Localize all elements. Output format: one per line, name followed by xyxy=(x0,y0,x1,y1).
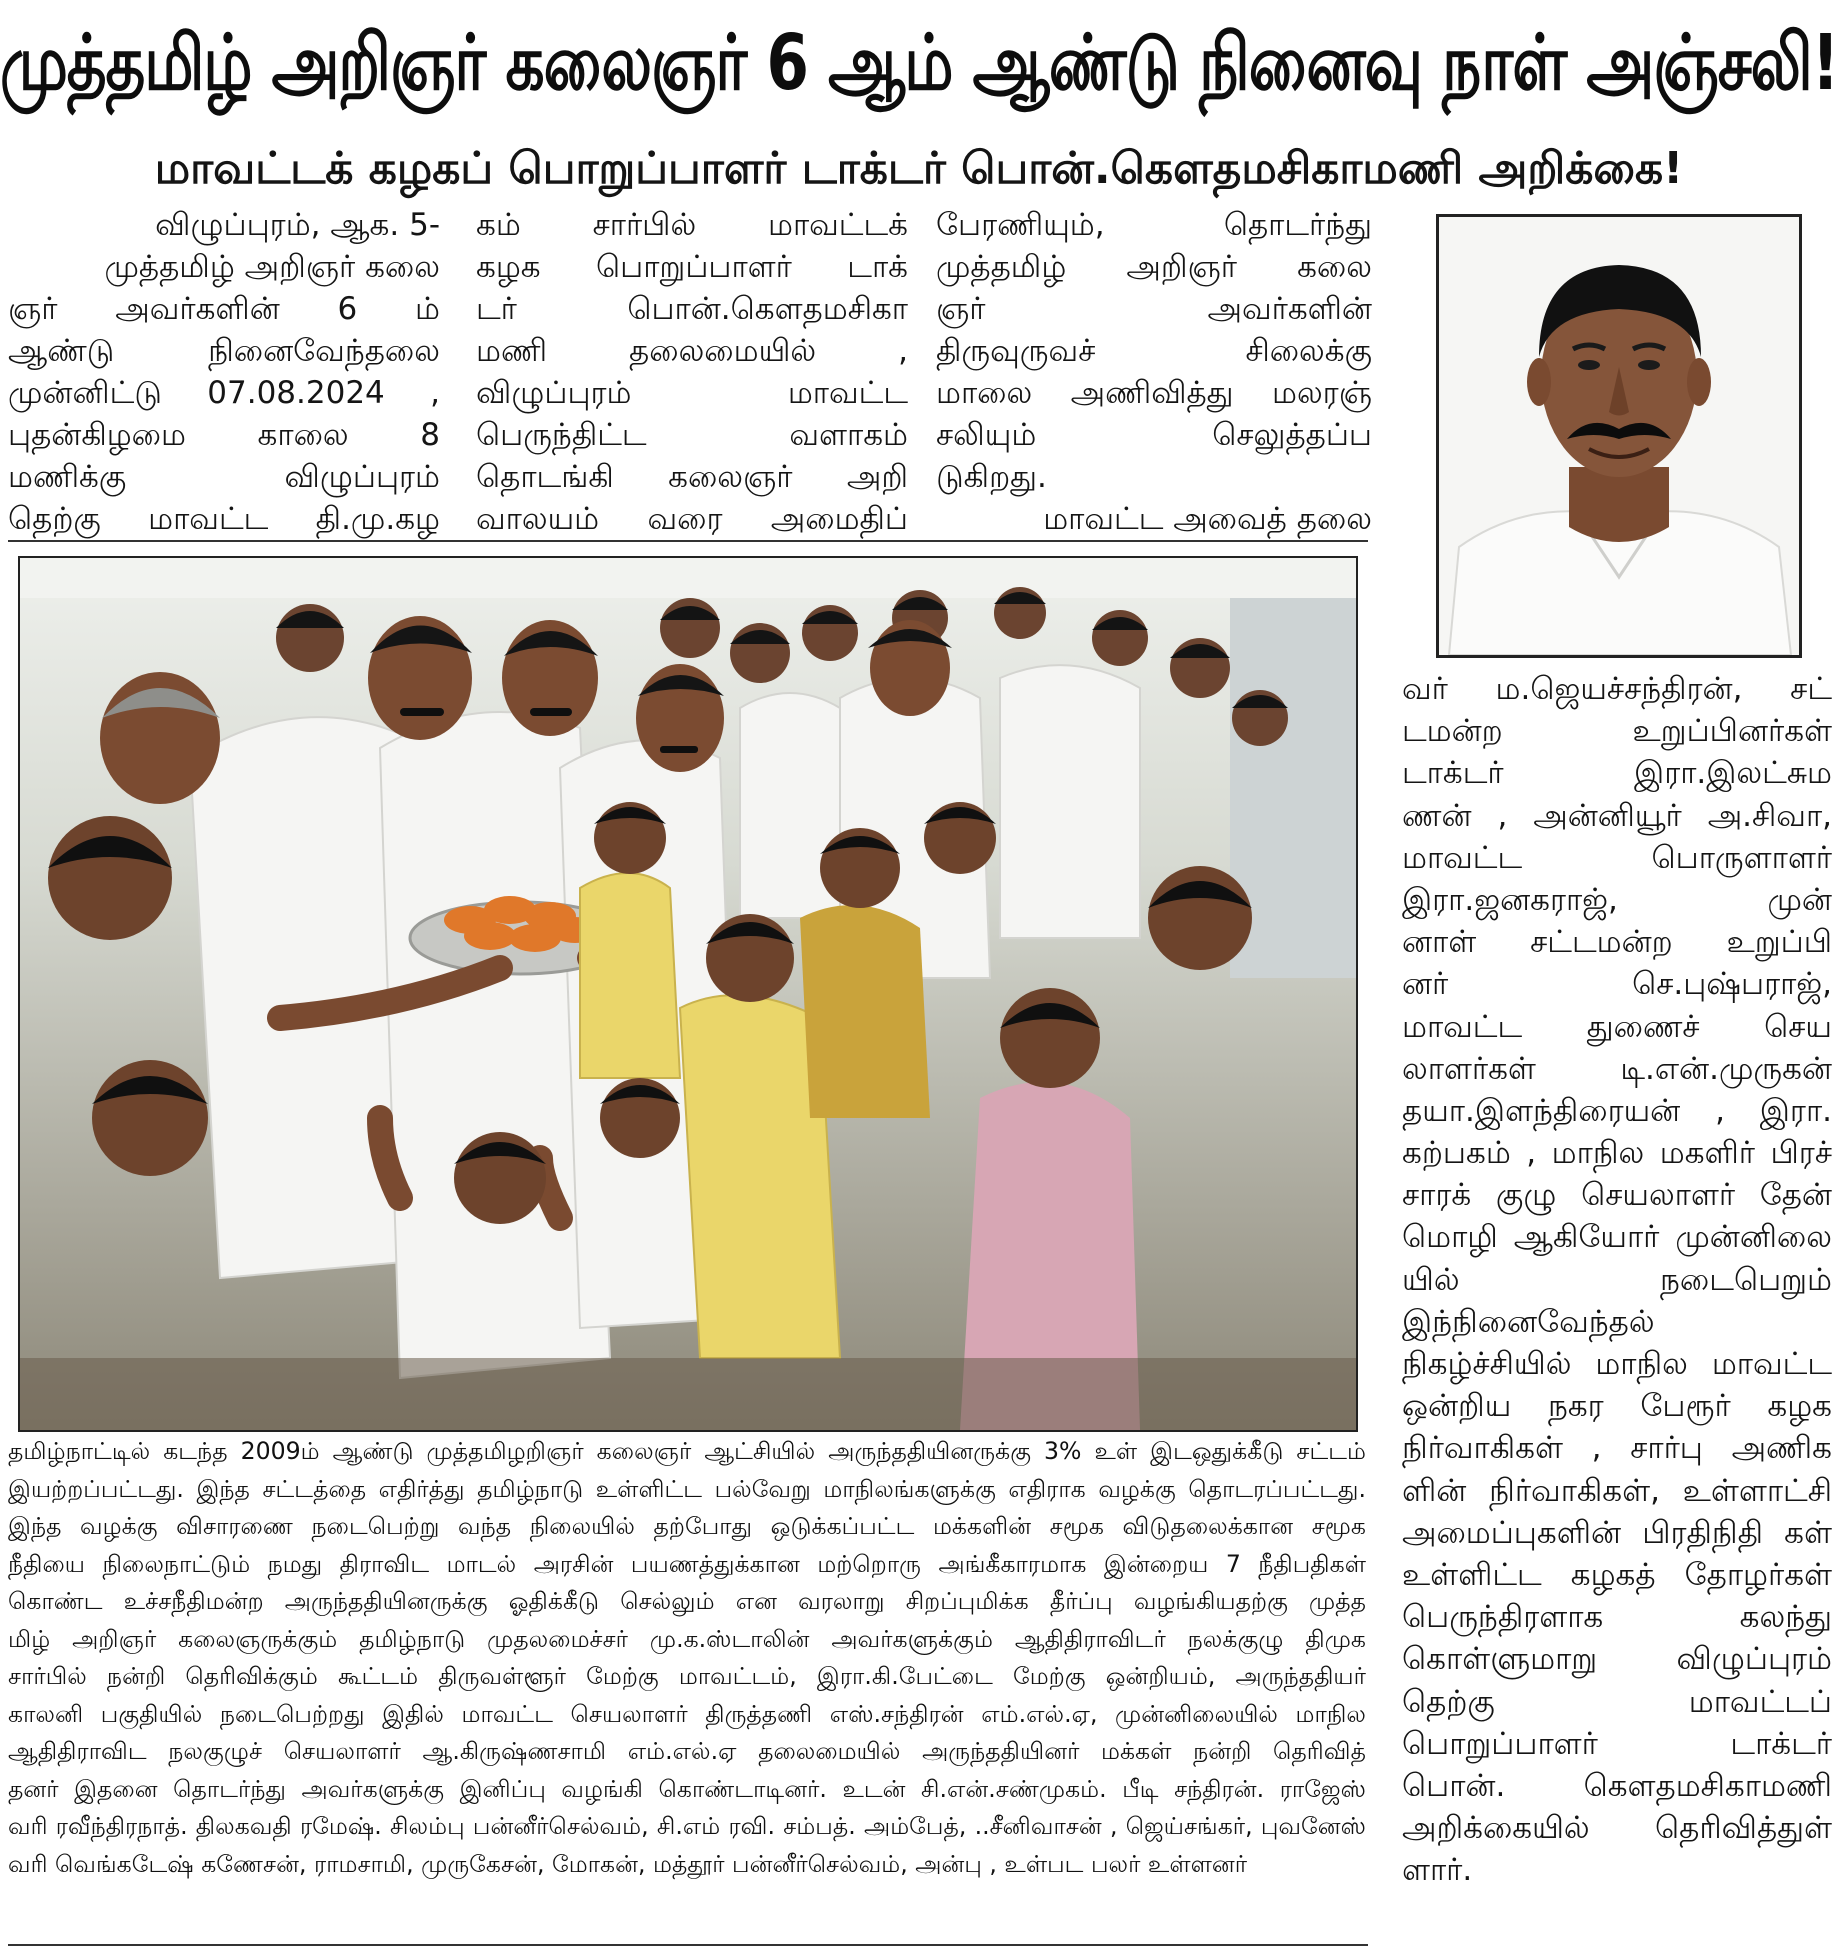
article-line: னாள் சட்டமன்ற உறுப்பி xyxy=(1402,924,1832,961)
article-line: பொன். கௌதமசிகாமணி xyxy=(1402,1767,1832,1804)
article-line: பெருந்திரளாக கலந்து xyxy=(1402,1599,1832,1636)
caption-line: மிழ் அறிஞர் கலைஞருக்கும் தமிழ்நாடு முதலமைச்சர் மு.க.ஸ்டாலின் அவர்களுக்கும் ஆதிதிராவிடர் நலக்குழு திமுக xyxy=(8,1624,1366,1653)
article-line: கற்பகம் , மாநில மகளிர் பிரச் xyxy=(1402,1135,1832,1172)
article-line: பொறுப்பாளர் டாக்டர் xyxy=(1402,1725,1832,1762)
portrait-photo xyxy=(1436,214,1802,658)
event-photo xyxy=(18,556,1358,1432)
article-line: யில் நடைபெறும் xyxy=(1402,1261,1832,1298)
article-line: வர் ம.ஜெயச்சந்திரன், சட் xyxy=(1402,671,1832,707)
article-line: முத்தமிழ் அறிஞர் கலை xyxy=(936,249,1372,285)
article-column-2 xyxy=(476,204,908,540)
article-line: டர் பொன்.கௌதமசிகா xyxy=(476,291,908,327)
article-line: டுகிறது. xyxy=(936,459,1047,495)
article-line: நிகழ்ச்சியில் மாநில மாவட்ட xyxy=(1402,1346,1832,1382)
article-column-1 xyxy=(8,204,440,540)
caption-line: வரி ரவீந்திரநாத். திலகவதி ரமேஷ். சிலம்பு பன்னீர்செல்வம், சி.எம் ரவி. சம்பத். அம்பேத், ..சீனிவாசன் , ஜெய்சங்கர், புவனேஸ் xyxy=(8,1812,1366,1840)
caption-line: காலனி பகுதியில் நடைபெற்றது இதில் மாவட்ட செயலாளர் திருத்தணி எஸ்.சந்திரன் எம்.எல்.ஏ, முன்னிலையில் மாநில xyxy=(8,1699,1366,1728)
article-line: பெருந்திட்ட வளாகம் xyxy=(476,417,908,453)
article-line: ணன் , அன்னியூர் அ.சிவா, xyxy=(1402,797,1832,834)
article-line: புதன்கிழமை காலை 8 xyxy=(8,417,440,453)
article-line: ஆண்டு நினைவேந்தலை xyxy=(8,333,440,369)
article-column-3 xyxy=(936,204,1372,540)
article-line: விழுப்புரம் மாவட்ட xyxy=(476,375,908,411)
photo-caption xyxy=(8,1433,1366,1883)
caption-line: இந்த வழக்கு விசாரணை நடைபெற்று வந்த நிலையில் தற்போது ஒடுக்கப்பட்ட மக்களின் சமூக விடுதலைக்கான சமூக xyxy=(8,1512,1366,1540)
article-line: ளின் நிர்வாகிகள், உள்ளாட்சி xyxy=(1402,1472,1832,1509)
caption-line: சார்பில் நன்றி தெரிவிக்கும் கூட்டம் திருவள்ளூர் மேற்கு மாவட்டம், இரா.கி.பேட்டை மேற்கு ஒன்றியம், அருந்ததியர் xyxy=(8,1662,1366,1690)
divider-line xyxy=(8,540,1368,542)
subheadline: மாவட்டக் கழகப் பொறுப்பாளர் டாக்டர் பொன்.கௌதமசிகாமணி அறிக்கை! xyxy=(154,143,1684,194)
article-line: தெற்கு மாவட்டப் xyxy=(1402,1683,1832,1720)
caption-line: தனர் இதனை தொடர்ந்து அவர்களுக்கு இனிப்பு வழங்கி கொண்டாடினர். உடன் சி.என்.சண்முகம். பீடி சந்திரன். ராஜேஸ் xyxy=(8,1774,1366,1803)
article-line: டாக்டர் இரா.இலட்சும xyxy=(1402,755,1832,792)
article-line: டமன்ற உறுப்பினர்கள் xyxy=(1402,713,1832,750)
article-line: தெற்கு மாவட்ட தி.மு.கழ xyxy=(8,501,440,537)
article-line: தொடங்கி கலைஞர் அறி xyxy=(476,459,908,495)
portrait-illustration xyxy=(1439,217,1799,655)
article-column-4 xyxy=(1402,668,1832,1891)
article-line: தயா.இளந்திரையன் , இரா. xyxy=(1402,1092,1832,1129)
article-line: மாவட்ட அவைத் தலை xyxy=(1043,501,1372,537)
caption-line: நீதியை நிலைநாட்டும் நமது திராவிட மாடல் அரசின் பயணத்துக்கான மற்றொரு அங்கீகாரமாக இன்றைய 7 நீதிபதிகள் xyxy=(8,1549,1366,1578)
caption-line: வரி வெங்கடேஷ் கணேசன், ராமசாமி, முருகேசன், மோகன், மத்தூர் பன்னீர்செல்வம், அன்பு , உள்பட பலர் உள்ளனர் xyxy=(8,1849,1248,1878)
article-line: பேரணியும், தொடர்ந்து xyxy=(936,207,1372,243)
article-line: சாரக் குழு செயலாளர் தேன் xyxy=(1402,1177,1832,1214)
article-line: கொள்ளுமாறு விழுப்புரம் xyxy=(1402,1641,1832,1678)
article-line: ஒன்றிய நகர பேரூர் கழக xyxy=(1402,1388,1832,1425)
article-line: ஞர் அவர்களின் xyxy=(936,291,1372,327)
article-line: முன்னிட்டு 07.08.2024 , xyxy=(8,375,440,411)
divider-line xyxy=(8,1944,1368,1946)
article-line: இரா.ஜனகராஜ், முன் xyxy=(1402,881,1832,918)
article-line: வாலயம் வரை அமைதிப் xyxy=(476,501,908,537)
caption-line: கொண்ட உச்சநீதிமன்ற அருந்ததியினருக்கு ஓதிக்கீடு செல்லும் என வரலாறு சிறப்புமிக்க தீர்ப்பு வழங்கியதற்கு முத்த xyxy=(8,1587,1366,1615)
event-photo-illustration xyxy=(20,558,1356,1430)
article-line: உள்ளிட்ட கழகத் தோழர்கள் xyxy=(1402,1556,1832,1593)
article-line: னர் செ.புஷ்பராஜ், xyxy=(1402,966,1832,1003)
article-line: விழுப்புரம், ஆக. 5- xyxy=(155,207,440,243)
article-line: மாவட்ட துணைச் செய xyxy=(1402,1008,1832,1045)
article-line: சலியும் செலுத்தப்ப xyxy=(936,417,1372,453)
article-line: ளார். xyxy=(1402,1852,1473,1889)
caption-line: ஆதிதிராவிட நலகுழுச் செயலாளர் ஆ.கிருஷ்ணசாமி எம்.எல்.ஏ தலைமையில் அருந்ததியினர் மக்கள் நன்றி தெரிவித் xyxy=(8,1737,1366,1765)
article-line: ஞர் அவர்களின் 6 ம் xyxy=(8,291,440,327)
article-line: இந்நினைவேந்தல் xyxy=(1402,1303,1655,1340)
article-line: மொழி ஆகியோர் முன்னிலை xyxy=(1402,1219,1832,1256)
article-line: திருவுருவச் சிலைக்கு xyxy=(936,333,1372,369)
caption-line: இயற்றப்பட்டது. இந்த சட்டத்தை எதிர்த்து தமிழ்நாடு உள்ளிட்ட பல்வேறு மாநிலங்களுக்கு எதிராக வழக்கு தொடரப்பட்டது. xyxy=(8,1474,1366,1503)
article-line: மணி தலைமையில் , xyxy=(476,333,908,369)
caption-line: தமிழ்நாட்டில் கடந்த 2009ம் ஆண்டு முத்தமிழறிஞர் கலைஞர் ஆட்சியில் அருந்ததியினருக்கு 3% உள் இடஒதுக்கீடு சட்டம் xyxy=(8,1437,1366,1465)
headline: முத்தமிழ் அறிஞர் கலைஞர் 6 ஆம் ஆண்டு நினைவு நாள் அஞ்சலி! xyxy=(0,19,1838,108)
article-line: முத்தமிழ் அறிஞர் கலை xyxy=(104,249,440,285)
article-line: கம் சார்பில் மாவட்டக் xyxy=(476,207,908,243)
article-line: மாலை அணிவித்து மலரஞ் xyxy=(936,375,1372,411)
article-line: அறிக்கையில் தெரிவித்துள் xyxy=(1402,1810,1832,1847)
article-line: மணிக்கு விழுப்புரம் xyxy=(8,459,440,495)
article-line: நிர்வாகிகள் , சார்பு அணிக xyxy=(1402,1430,1832,1467)
article-line: அமைப்புகளின் பிரதிநிதி கள் xyxy=(1402,1514,1832,1551)
article-line: மாவட்ட பொருளாளர் xyxy=(1402,839,1832,876)
article-line: லாளர்கள் டி.என்.முருகன் xyxy=(1402,1050,1832,1087)
article-line: கழக பொறுப்பாளர் டாக் xyxy=(476,249,908,285)
